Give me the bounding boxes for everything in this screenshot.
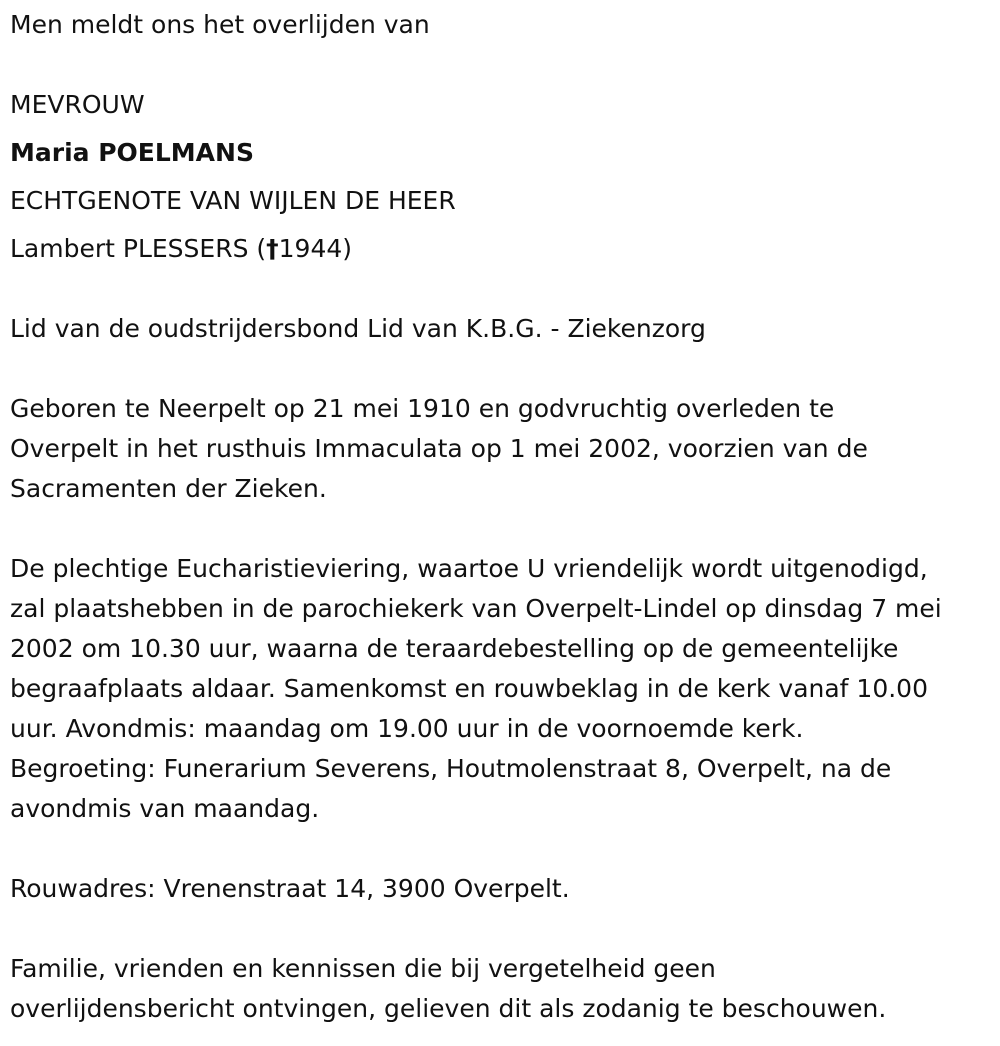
- ceremony-line: begraafplaats aldaar. Samenkomst en rouwbeklag in de kerk vanaf 10.00: [10, 674, 928, 703]
- salutation: MEVROUW: [10, 90, 145, 119]
- ceremony-line: uur. Avondmis: maandag om 19.00 uur in de voornoemde kerk.: [10, 714, 804, 743]
- spouse-name-prefix: Lambert PLESSERS (: [10, 234, 267, 263]
- birth-death-line: Sacramenten der Zieken.: [10, 474, 327, 503]
- spouse-title: ECHTGENOTE VAN WIJLEN DE HEER: [10, 186, 456, 215]
- spouse-name-line: [10, 234, 352, 264]
- mourning-address: Rouwadres: Vrenenstraat 14, 3900 Overpelt.: [10, 874, 570, 903]
- ceremony-line: 2002 om 10.30 uur, waarna de teraardebestelling op de gemeentelijke: [10, 634, 899, 663]
- cross-icon: †: [266, 234, 279, 263]
- intro-text: Men meldt ons het overlijden van: [10, 10, 430, 39]
- closing-line: overlijdensbericht ontvingen, gelieven dit als zodanig te beschouwen.: [10, 994, 887, 1023]
- ceremony-line: Begroeting: Funerarium Severens, Houtmolenstraat 8, Overpelt, na de: [10, 754, 892, 783]
- birth-death-line: Geboren te Neerpelt op 21 mei 1910 en godvruchtig overleden te: [10, 394, 835, 423]
- ceremony-line: avondmis van maandag.: [10, 794, 320, 823]
- closing-line: Familie, vrienden en kennissen die bij vergetelheid geen: [10, 954, 716, 983]
- membership-text: Lid van de oudstrijdersbond Lid van K.B.G. - Ziekenzorg: [10, 314, 706, 343]
- deceased-name: Maria POELMANS: [10, 138, 254, 167]
- birth-death-line: Overpelt in het rusthuis Immaculata op 1 mei 2002, voorzien van de: [10, 434, 868, 463]
- ceremony-line: De plechtige Eucharistieviering, waartoe U vriendelijk wordt uitgenodigd,: [10, 554, 928, 583]
- spouse-name-suffix: 1944): [278, 234, 353, 263]
- ceremony-line: zal plaatshebben in de parochiekerk van Overpelt-Lindel op dinsdag 7 mei: [10, 594, 942, 623]
